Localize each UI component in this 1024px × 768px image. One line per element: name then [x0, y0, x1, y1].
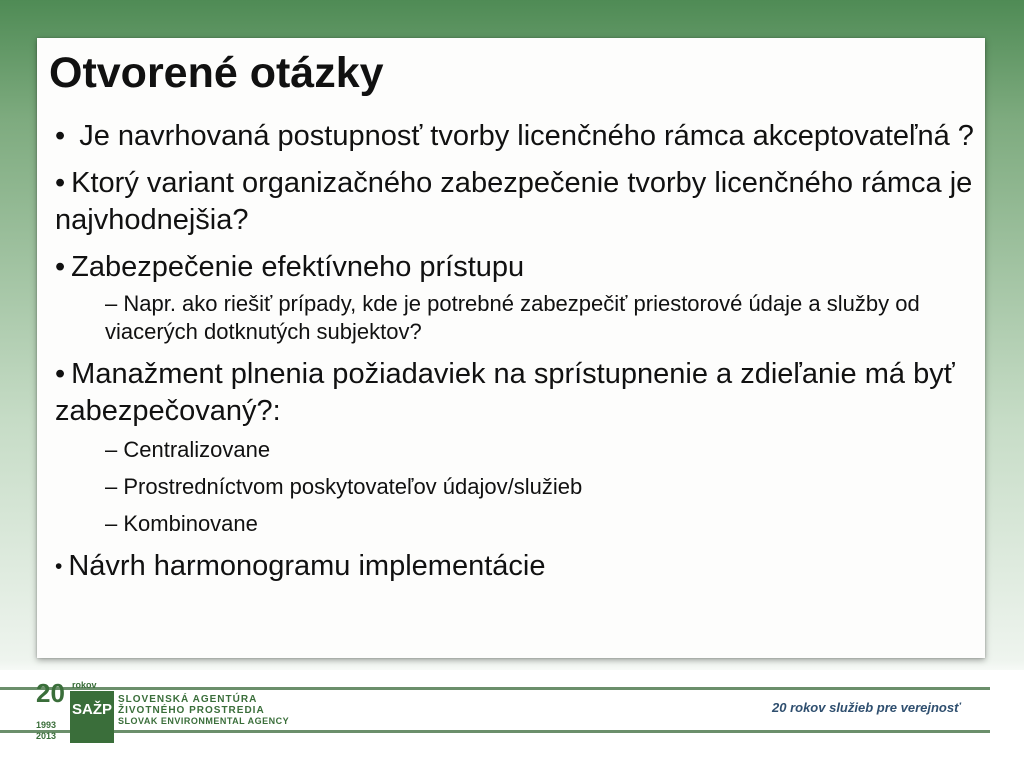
bullet-marker: • — [55, 358, 66, 390]
bullet-marker: • — [55, 167, 66, 199]
sub-bullet: – Prostredníctvom poskytovateľov údajov/služieb — [105, 474, 583, 499]
bullet-text: Je navrhovaná postupnosť tvorby licenčného rámca akceptovateľná ? — [71, 120, 974, 152]
agency-logo — [36, 678, 122, 748]
agency-name — [118, 694, 289, 727]
agency-name-line-1: SLOVENSKÁ AGENTÚRA — [118, 694, 258, 705]
bullet-marker: • — [55, 120, 66, 152]
bullet-1 — [55, 118, 975, 155]
footer-tagline: 20 rokov služieb pre verejnosť — [772, 700, 961, 715]
logo-letters: SAŽP — [71, 701, 113, 718]
agency-name-line-2: ŽIVOTNÉHO PROSTREDIA — [118, 705, 265, 716]
slide-title: Otvorené otázky — [49, 49, 384, 97]
footer-rule-top — [0, 687, 990, 690]
bullet-4 — [55, 356, 975, 430]
logo-year-start: 1993 — [36, 720, 57, 730]
footer-rule-bottom — [0, 730, 990, 733]
agency-name-english: SLOVAK ENVIRONMENTAL AGENCY — [118, 716, 290, 726]
bullet-marker: • — [55, 555, 63, 578]
logo-year-end: 2013 — [36, 731, 57, 741]
bullet-text: Ktorý variant organizačného zabezpečenie tvorby licenčného rámca je najvhodnejšia? — [55, 167, 973, 236]
sub-bullet: – Kombinovane — [105, 511, 258, 536]
bullet-text: Manažment plnenia požiadaviek na sprístupnenie a zdieľanie má byť zabezpečovaný?: — [55, 358, 955, 427]
bullet-5 — [55, 548, 975, 585]
slide-content — [55, 118, 975, 595]
logo-anniversary: 20 — [36, 678, 65, 708]
footer — [0, 670, 1024, 768]
sub-bullet: – Napr. ako riešiť prípady, kde je potrebné zabezpečiť priestorové údaje a služby od viacerých dotknutých subjektov? — [105, 291, 920, 344]
slide-panel — [37, 38, 985, 658]
bullet-text: Zabezpečenie efektívneho prístupu — [71, 251, 525, 283]
bullet-3 — [55, 249, 975, 286]
bullet-text: Návrh harmonogramu implementácie — [68, 550, 546, 582]
bullet-2 — [55, 165, 975, 239]
bullet-marker: • — [55, 251, 66, 283]
logo-rokov: rokov — [72, 680, 97, 690]
sub-bullet: – Centralizovane — [105, 437, 271, 462]
